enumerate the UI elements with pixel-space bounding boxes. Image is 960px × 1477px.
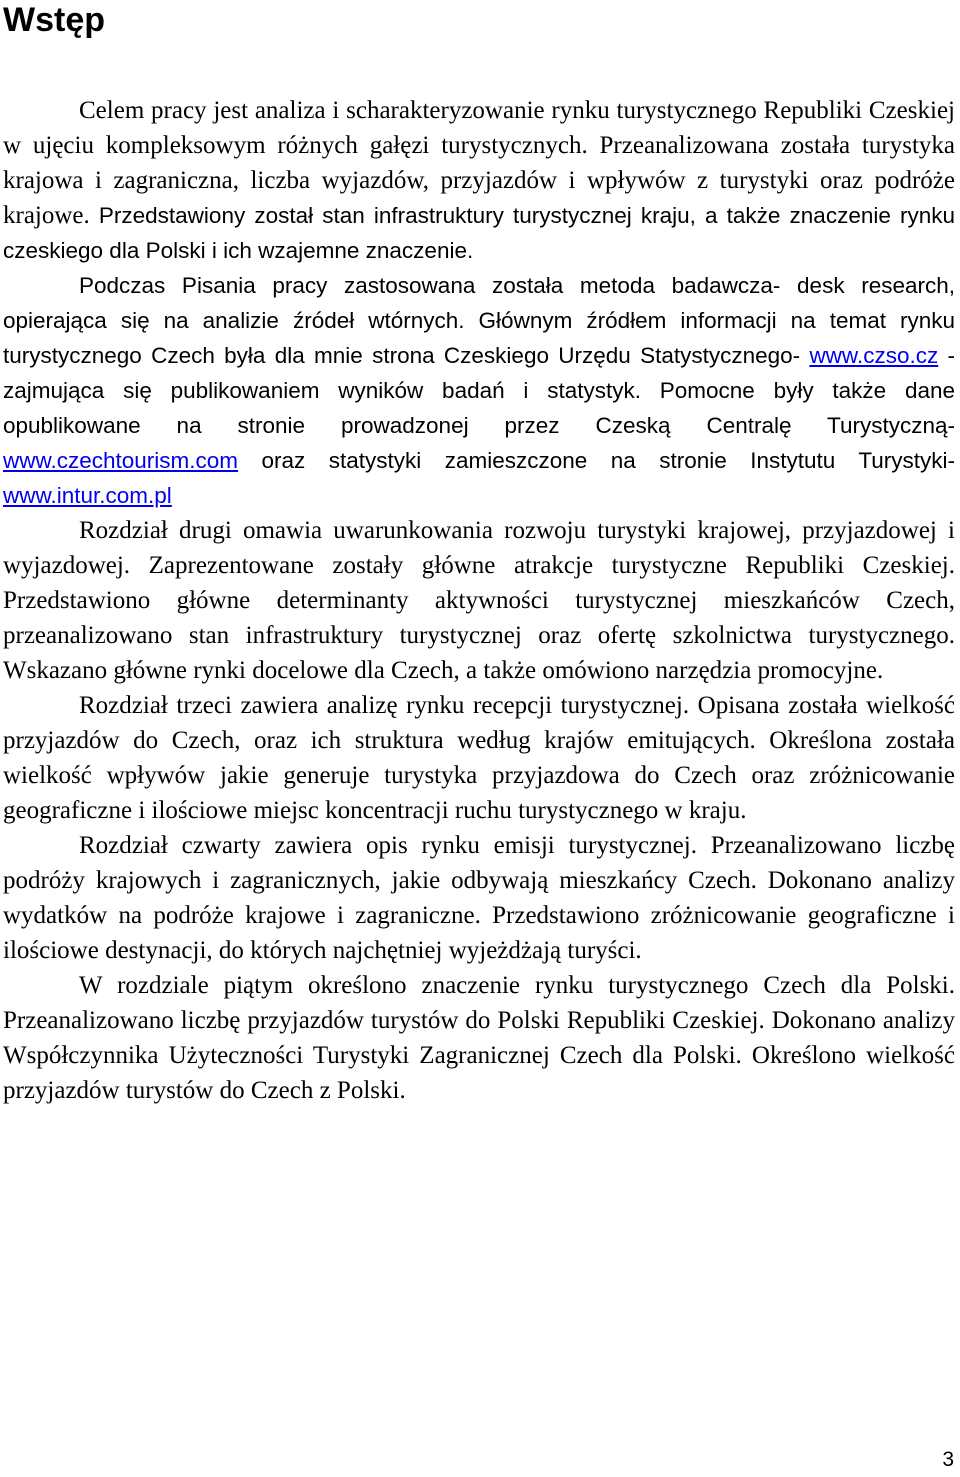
link-intur[interactable]: www.intur.com.pl bbox=[3, 483, 172, 508]
paragraph-chapter-4: Rozdział czwarty zawiera opis rynku emisji turystycznej. Przeanalizowano liczbę podróży krajowych i zagranicznych, jakie odbywają mieszkańcy Czech. Dokonano analizy wydatków na podróże krajowe i zagraniczne. Przedstawiono zróżnicowanie geograficzne i ilościowe destynacji, do których najchętniej wyjeżdżają turyści. bbox=[3, 832, 955, 964]
methods-text-b: - zajmująca się publikowaniem wyników badań i statystyk. Pomocne były także dane opublikowane na stronie prowadzonej przez Czeską Centralę Turystyczną- bbox=[3, 343, 955, 438]
page-number: 3 bbox=[942, 1448, 954, 1471]
paragraph-methods bbox=[3, 268, 955, 513]
link-czechtourism[interactable]: www.czechtourism.com bbox=[3, 448, 239, 473]
page-title: Wstęp bbox=[3, 1, 105, 39]
paragraph-chapter-3: Rozdział trzeci zawiera analizę rynku recepcji turystycznej. Opisana została wielkość przyjazdów do Czech, oraz ich struktura według krajów emitujących. Określona została wielkość wpływów jakie generuje turystyka przyjazdowa do Czech oraz zróżnicowanie geograficzne i ilościowe miejsc koncentracji ruchu turystycznego w kraju. bbox=[3, 692, 955, 824]
paragraph-intro bbox=[3, 93, 955, 268]
methods-text-a: Podczas Pisania pracy zastosowana została metoda badawcza- desk research, opierająca się na analizie źródeł wtórnych. Głównym źródłem informacji na temat rynku turystycznego Czech była dla mnie strona Czeskiego Urzędu Statystycznego- bbox=[3, 273, 955, 368]
methods-text-c: oraz statystyki zamieszczone na stronie Instytutu Turystyki- bbox=[238, 448, 955, 473]
link-czso[interactable]: www.czso.cz bbox=[809, 343, 939, 368]
paragraph-chapter-5: W rozdziale piątym określono znaczenie rynku turystycznego Czech dla Polski. Przeanalizowano liczbę przyjazdów turystów do Polski Republiki Czeskiej. Dokonano analizy Współczynnika Użyteczności Turystyki Zagranicznej Czech dla Polski. Określono wielkość przyjazdów turystów do Czech z Polski. bbox=[3, 972, 955, 1104]
intro-text-serif: Celem pracy jest analiza i scharakteryzowanie rynku turystycznego Republiki Czeskiej w ujęciu kompleksowym różnych gałęzi turystycznych. Przeanalizowana została turystyka krajowa i zagraniczna, liczba wyjazdów, przyjazdów i wpływów z turystyki oraz podróże krajowe. bbox=[3, 97, 955, 229]
paragraph-chapter-2: Rozdział drugi omawia uwarunkowania rozwoju turystyki krajowej, przyjazdowej i wyjazdowej. Zaprezentowane zostały główne atrakcje turystyczne Republiki Czeskiej. Przedstawiono główne determinanty aktywności turystycznej mieszkańców Czech, przeanalizowano stan infrastruktury turystycznej oraz ofertę szkolnictwa turystycznego. Wskazano główne rynki docelowe dla Czech, a także omówiono narzędzia promocyjne. bbox=[3, 517, 955, 684]
intro-text-sans: Przedstawiony został stan infrastruktury turystycznej kraju, a także znaczenie rynku czeskiego dla Polski i ich wzajemne znaczenie. bbox=[3, 203, 955, 263]
body-text bbox=[3, 93, 955, 1108]
